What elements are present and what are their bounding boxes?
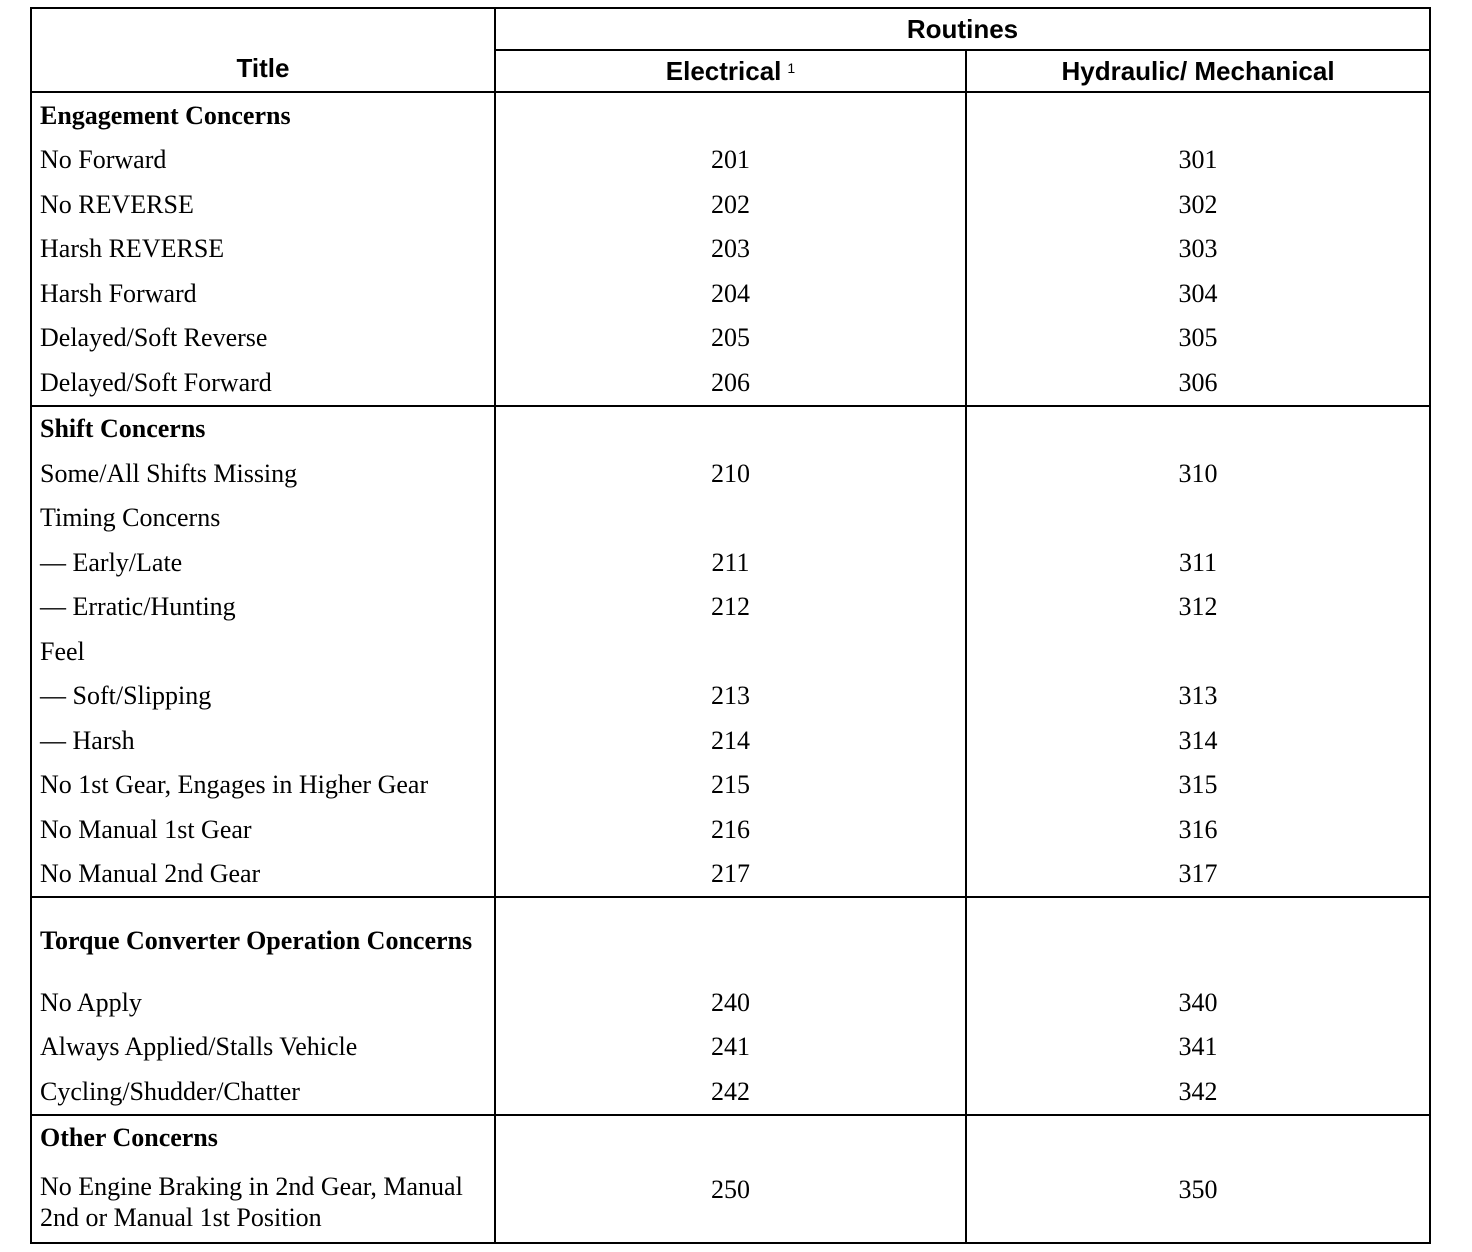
hydraulic-routine-number: 341 xyxy=(966,1025,1430,1070)
row-title: Timing Concerns xyxy=(31,496,495,541)
hydraulic-routine-number: 301 xyxy=(966,138,1430,183)
hydraulic-routine-number: 310 xyxy=(966,451,1430,496)
hydraulic-routine-number: 312 xyxy=(966,585,1430,630)
electrical-routine-number xyxy=(495,629,966,674)
electrical-routine-number: 202 xyxy=(495,182,966,227)
electrical-routine-number: 203 xyxy=(495,227,966,272)
hydraulic-routine-number: 350 xyxy=(966,1160,1430,1243)
row-title: No Manual 1st Gear xyxy=(31,807,495,852)
row-title: — Erratic/Hunting xyxy=(31,585,495,630)
row-title: No Manual 2nd Gear xyxy=(31,852,495,898)
electrical-routine-number: 216 xyxy=(495,807,966,852)
table-row xyxy=(31,1160,1430,1243)
table-row xyxy=(31,674,1430,719)
electrical-routine-number: 201 xyxy=(495,138,966,183)
column-header-title: Title xyxy=(31,8,495,92)
hydraulic-routine-number: 315 xyxy=(966,763,1430,808)
section-heading: Other Concerns xyxy=(31,1115,495,1161)
row-title: Always Applied/Stalls Vehicle xyxy=(31,1025,495,1070)
hydraulic-routine-number: 313 xyxy=(966,674,1430,719)
table-row xyxy=(31,585,1430,630)
row-title: No Engine Braking in 2nd Gear, Manual 2nd or Manual 1st Position xyxy=(31,1160,495,1243)
section-heading-electrical-cell xyxy=(495,1115,966,1161)
table-row xyxy=(31,451,1430,496)
electrical-routine-number: 217 xyxy=(495,852,966,898)
table-row xyxy=(31,1025,1430,1070)
hydraulic-routine-number: 303 xyxy=(966,227,1430,272)
row-title: — Early/Late xyxy=(31,540,495,585)
electrical-label: Electrical xyxy=(665,55,782,86)
hydraulic-routine-number: 342 xyxy=(966,1069,1430,1115)
table-row xyxy=(31,138,1430,183)
hydraulic-routine-number: 316 xyxy=(966,807,1430,852)
electrical-routine-number: 250 xyxy=(495,1160,966,1243)
table-header xyxy=(31,8,1430,92)
row-title: No Forward xyxy=(31,138,495,183)
electrical-routine-number: 242 xyxy=(495,1069,966,1115)
electrical-routine-number: 211 xyxy=(495,540,966,585)
table-row xyxy=(31,807,1430,852)
section-heading-hydraulic-cell xyxy=(966,1115,1430,1161)
hydraulic-routine-number: 340 xyxy=(966,980,1430,1025)
row-title: — Harsh xyxy=(31,718,495,763)
column-header-hydraulic-mechanical: Hydraulic/ Mechanical xyxy=(966,50,1430,92)
section-heading-row xyxy=(31,897,1430,980)
section-heading-hydraulic-cell xyxy=(966,92,1430,138)
header-row-top xyxy=(31,8,1430,50)
table-row xyxy=(31,182,1430,227)
section-heading-row xyxy=(31,406,1430,452)
electrical-routine-number: 210 xyxy=(495,451,966,496)
row-title: Delayed/Soft Reverse xyxy=(31,316,495,361)
electrical-routine-number: 213 xyxy=(495,674,966,719)
electrical-routine-number: 204 xyxy=(495,271,966,316)
table-row xyxy=(31,763,1430,808)
hydraulic-routine-number: 305 xyxy=(966,316,1430,361)
table-row xyxy=(31,227,1430,272)
row-title: — Soft/Slipping xyxy=(31,674,495,719)
section-heading-electrical-cell xyxy=(495,897,966,980)
table-row xyxy=(31,496,1430,541)
table-body xyxy=(31,92,1430,1243)
section-heading: Torque Converter Operation Concerns xyxy=(31,897,495,980)
row-title: Some/All Shifts Missing xyxy=(31,451,495,496)
hydraulic-routine-number: 314 xyxy=(966,718,1430,763)
table-row xyxy=(31,316,1430,361)
electrical-routine-number: 241 xyxy=(495,1025,966,1070)
electrical-routine-number: 240 xyxy=(495,980,966,1025)
table-row xyxy=(31,271,1430,316)
electrical-routine-number: 212 xyxy=(495,585,966,630)
table-row xyxy=(31,718,1430,763)
hydraulic-routine-number: 302 xyxy=(966,182,1430,227)
electrical-routine-number xyxy=(495,496,966,541)
table-row xyxy=(31,360,1430,406)
column-header-electrical xyxy=(495,50,966,92)
section-heading-electrical-cell xyxy=(495,92,966,138)
electrical-routine-number: 214 xyxy=(495,718,966,763)
row-title: Delayed/Soft Forward xyxy=(31,360,495,406)
hydraulic-routine-number: 317 xyxy=(966,852,1430,898)
section-heading-hydraulic-cell xyxy=(966,406,1430,452)
hydraulic-routine-number: 304 xyxy=(966,271,1430,316)
electrical-footnote-marker: 1 xyxy=(787,59,796,76)
table-row xyxy=(31,1069,1430,1115)
table-row xyxy=(31,980,1430,1025)
section-heading: Engagement Concerns xyxy=(31,92,495,138)
hydraulic-routine-number xyxy=(966,496,1430,541)
electrical-routine-number: 215 xyxy=(495,763,966,808)
hydraulic-routine-number: 311 xyxy=(966,540,1430,585)
row-title: Cycling/Shudder/Chatter xyxy=(31,1069,495,1115)
column-group-header-routines: Routines xyxy=(495,8,1430,50)
section-heading-hydraulic-cell xyxy=(966,897,1430,980)
row-title: Harsh REVERSE xyxy=(31,227,495,272)
electrical-routine-number: 205 xyxy=(495,316,966,361)
routines-table xyxy=(30,7,1431,1244)
section-heading-row xyxy=(31,1115,1430,1161)
hydraulic-routine-number: 306 xyxy=(966,360,1430,406)
section-heading-row xyxy=(31,92,1430,138)
table-row xyxy=(31,540,1430,585)
row-title: Feel xyxy=(31,629,495,674)
row-title: No REVERSE xyxy=(31,182,495,227)
table-row xyxy=(31,629,1430,674)
electrical-routine-number: 206 xyxy=(495,360,966,406)
hydraulic-routine-number xyxy=(966,629,1430,674)
table-row xyxy=(31,852,1430,898)
section-heading: Shift Concerns xyxy=(31,406,495,452)
section-heading-electrical-cell xyxy=(495,406,966,452)
row-title: No 1st Gear, Engages in Higher Gear xyxy=(31,763,495,808)
row-title: No Apply xyxy=(31,980,495,1025)
row-title: Harsh Forward xyxy=(31,271,495,316)
